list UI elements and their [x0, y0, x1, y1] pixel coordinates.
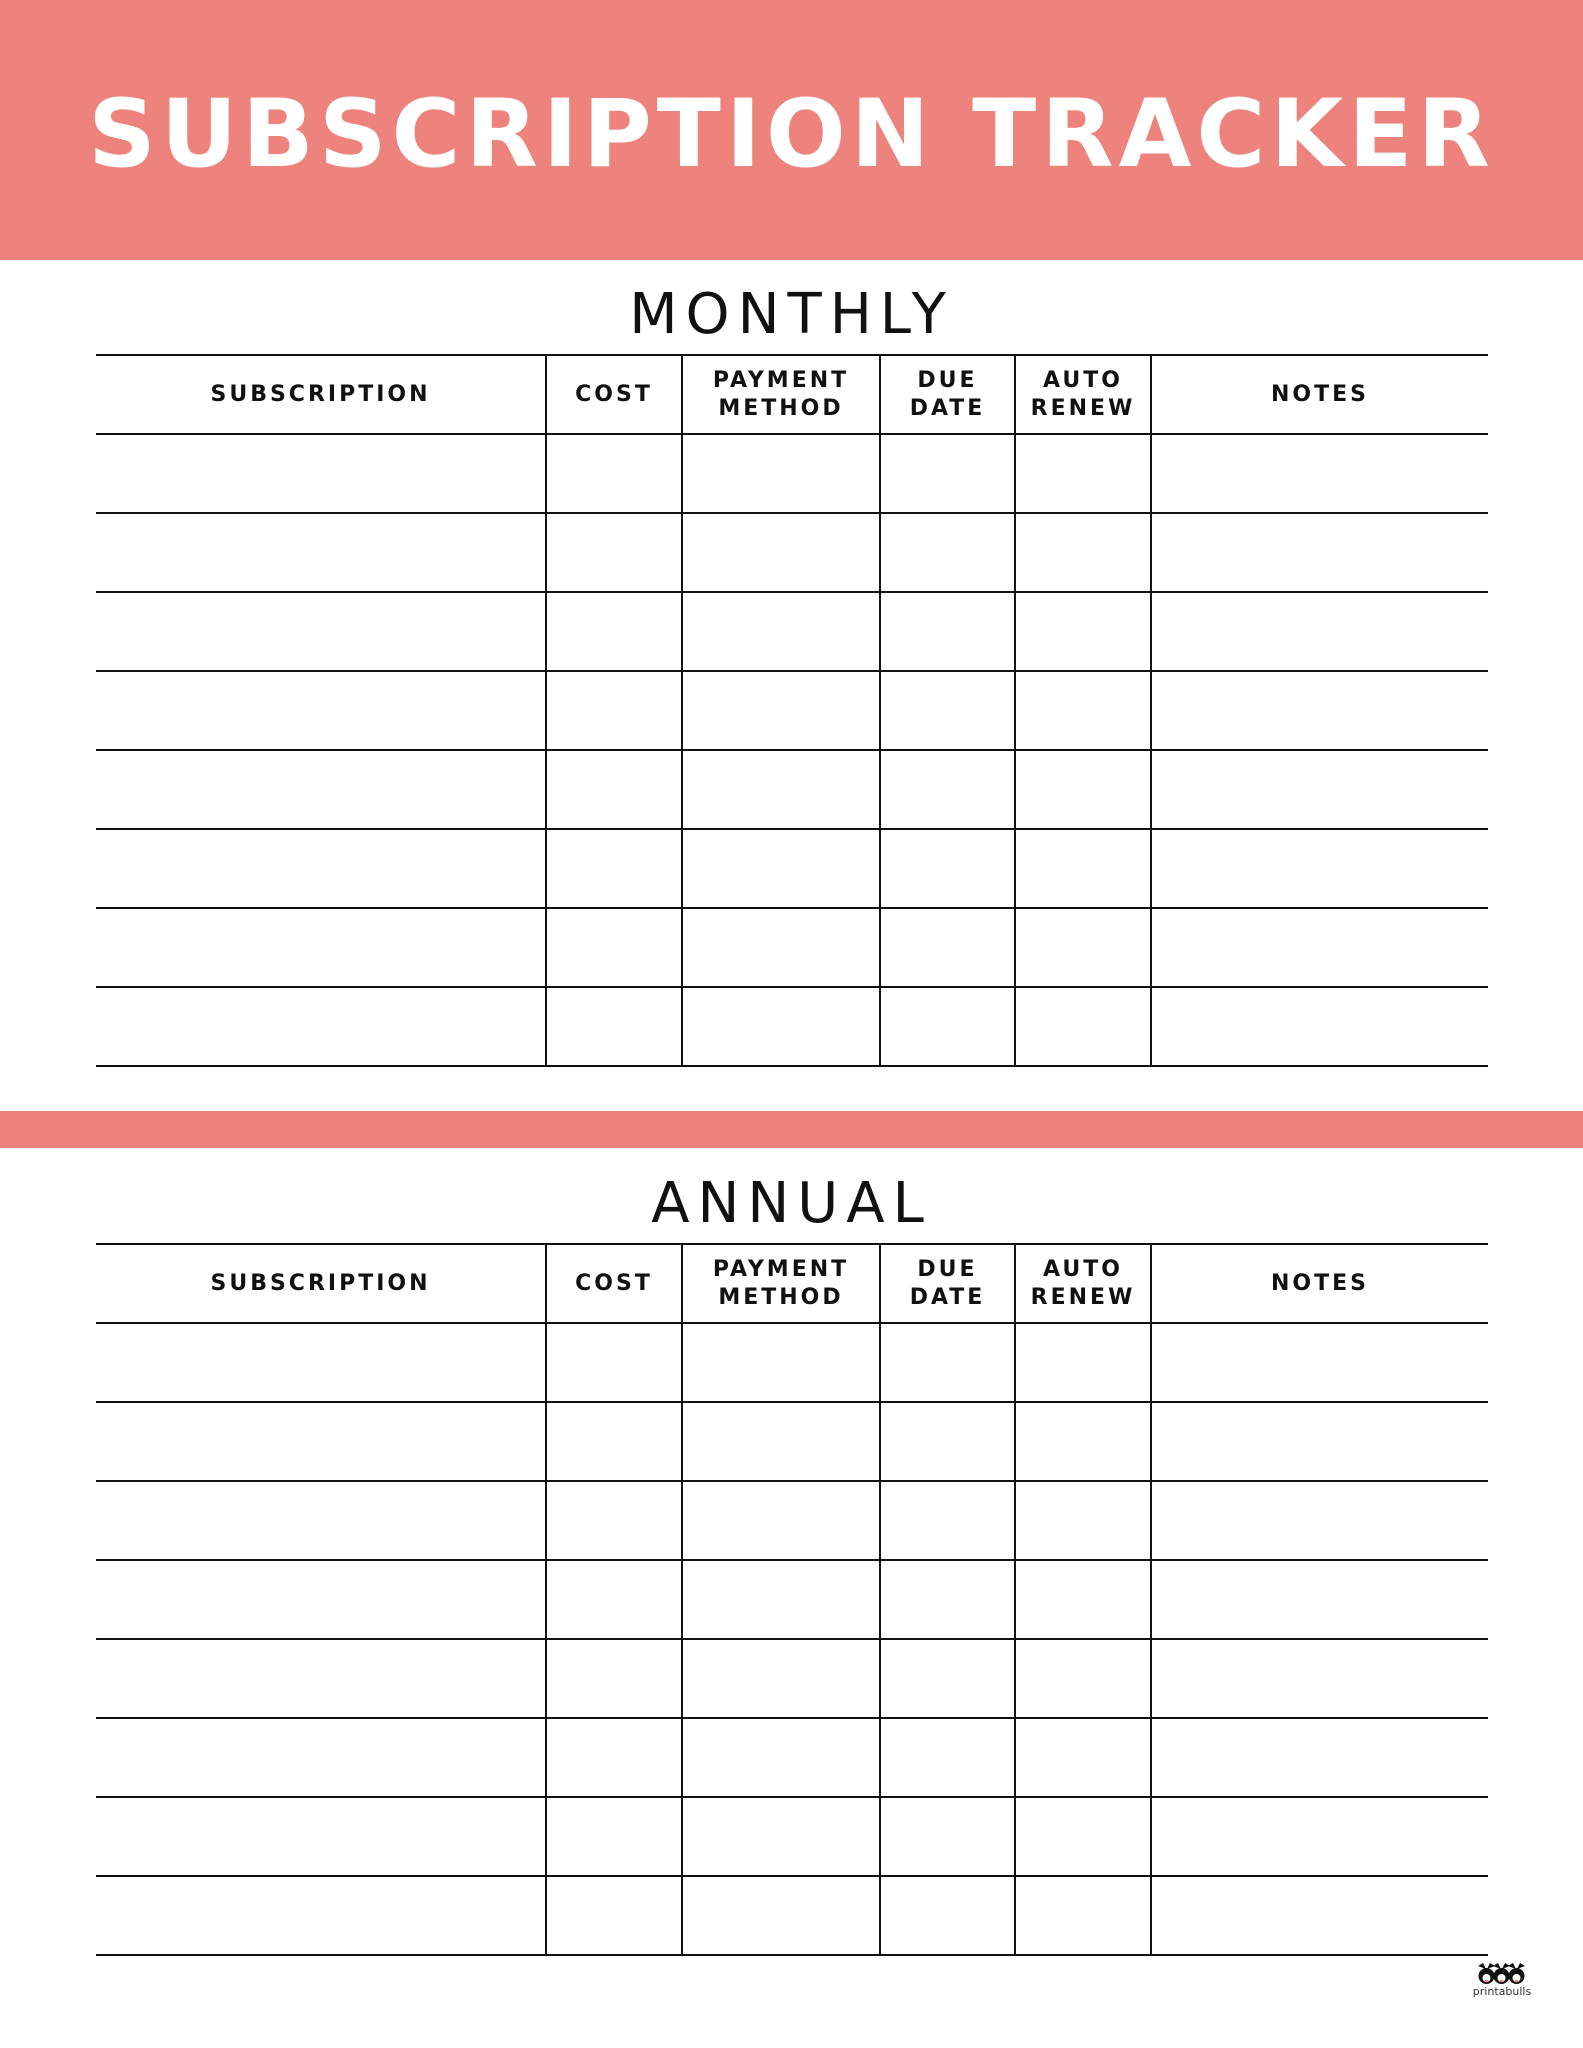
- cell-notes[interactable]: [1151, 434, 1488, 513]
- cell-due-date[interactable]: [880, 1323, 1015, 1402]
- cell-auto-renew[interactable]: [1015, 1639, 1151, 1718]
- section-title-monthly: MONTHLY: [629, 282, 954, 347]
- cell-notes[interactable]: [1151, 1639, 1488, 1718]
- table-row: [96, 987, 1488, 1066]
- section-title-annual: ANNUAL: [651, 1171, 932, 1236]
- monthly-table-body: [96, 434, 1488, 1066]
- table-row: [96, 1323, 1488, 1402]
- cell-cost[interactable]: [546, 1481, 682, 1560]
- table-header-row: [96, 355, 1488, 434]
- cell-due-date[interactable]: [880, 750, 1015, 829]
- table-row: [96, 1481, 1488, 1560]
- cell-payment-method[interactable]: [682, 1402, 880, 1481]
- cell-due-date[interactable]: [880, 1718, 1015, 1797]
- cell-notes[interactable]: [1151, 1481, 1488, 1560]
- cell-due-date[interactable]: [880, 908, 1015, 987]
- table-row: [96, 434, 1488, 513]
- cell-notes[interactable]: [1151, 592, 1488, 671]
- cell-cost[interactable]: [546, 908, 682, 987]
- cell-cost[interactable]: [546, 1797, 682, 1876]
- cell-payment-method[interactable]: [682, 750, 880, 829]
- cell-auto-renew[interactable]: [1015, 513, 1151, 592]
- cell-payment-method[interactable]: [682, 908, 880, 987]
- cell-payment-method[interactable]: [682, 434, 880, 513]
- cell-subscription[interactable]: [96, 1876, 546, 1955]
- cell-subscription[interactable]: [96, 750, 546, 829]
- column-header-auto-renew: AUTO RENEW: [1015, 1244, 1151, 1323]
- cell-payment-method[interactable]: [682, 513, 880, 592]
- cell-due-date[interactable]: [880, 1876, 1015, 1955]
- cell-cost[interactable]: [546, 1639, 682, 1718]
- table-row: [96, 1639, 1488, 1718]
- cell-due-date[interactable]: [880, 1639, 1015, 1718]
- cell-cost[interactable]: [546, 750, 682, 829]
- column-header-due-date: DUE DATE: [880, 355, 1015, 434]
- cell-subscription[interactable]: [96, 671, 546, 750]
- cell-auto-renew[interactable]: [1015, 434, 1151, 513]
- cell-notes[interactable]: [1151, 908, 1488, 987]
- cell-notes[interactable]: [1151, 671, 1488, 750]
- cell-cost[interactable]: [546, 829, 682, 908]
- cell-auto-renew[interactable]: [1015, 1797, 1151, 1876]
- cell-cost[interactable]: [546, 592, 682, 671]
- column-header-cost: COST: [546, 1244, 682, 1323]
- cell-cost[interactable]: [546, 1876, 682, 1955]
- column-header-notes: NOTES: [1151, 355, 1488, 434]
- cell-subscription[interactable]: [96, 1560, 546, 1639]
- column-header-due-date: DUE DATE: [880, 1244, 1015, 1323]
- table-row: [96, 829, 1488, 908]
- cell-subscription[interactable]: [96, 1639, 546, 1718]
- section-divider-band: [0, 1111, 1583, 1148]
- cell-auto-renew[interactable]: [1015, 750, 1151, 829]
- cell-subscription[interactable]: [96, 1402, 546, 1481]
- column-header-payment-method: PAYMENT METHOD: [682, 1244, 880, 1323]
- table-row: [96, 1797, 1488, 1876]
- cell-due-date[interactable]: [880, 434, 1015, 513]
- column-header-auto-renew: AUTO RENEW: [1015, 355, 1151, 434]
- cell-payment-method[interactable]: [682, 987, 880, 1066]
- table-header-row: [96, 1244, 1488, 1323]
- cell-cost[interactable]: [546, 1323, 682, 1402]
- cell-auto-renew[interactable]: [1015, 1876, 1151, 1955]
- cell-subscription[interactable]: [96, 1718, 546, 1797]
- cell-subscription[interactable]: [96, 592, 546, 671]
- cell-payment-method[interactable]: [682, 1560, 880, 1639]
- table-row: [96, 513, 1488, 592]
- cell-notes[interactable]: [1151, 1876, 1488, 1955]
- cell-due-date[interactable]: [880, 1797, 1015, 1876]
- cell-notes[interactable]: [1151, 1323, 1488, 1402]
- cell-auto-renew[interactable]: [1015, 1718, 1151, 1797]
- table-row: [96, 592, 1488, 671]
- cell-auto-renew[interactable]: [1015, 1323, 1151, 1402]
- monthly-table: [96, 354, 1488, 1067]
- cell-notes[interactable]: [1151, 1560, 1488, 1639]
- cell-due-date[interactable]: [880, 1402, 1015, 1481]
- cell-due-date[interactable]: [880, 1560, 1015, 1639]
- column-header-subscription: SUBSCRIPTION: [96, 355, 546, 434]
- cell-subscription[interactable]: [96, 434, 546, 513]
- cell-payment-method[interactable]: [682, 1481, 880, 1560]
- cell-notes[interactable]: [1151, 1797, 1488, 1876]
- cell-due-date[interactable]: [880, 592, 1015, 671]
- cell-auto-renew[interactable]: [1015, 592, 1151, 671]
- cell-subscription[interactable]: [96, 908, 546, 987]
- bulldog-faces-logo-icon: [1475, 1962, 1529, 1986]
- cell-payment-method[interactable]: [682, 829, 880, 908]
- brand-name: printabulls: [1472, 1985, 1532, 1998]
- table-row: [96, 1876, 1488, 1955]
- cell-auto-renew[interactable]: [1015, 987, 1151, 1066]
- cell-payment-method[interactable]: [682, 671, 880, 750]
- table-row: [96, 671, 1488, 750]
- cell-payment-method[interactable]: [682, 592, 880, 671]
- page-title: SUBSCRIPTION TRACKER: [88, 80, 1495, 189]
- cell-notes[interactable]: [1151, 750, 1488, 829]
- cell-auto-renew[interactable]: [1015, 1481, 1151, 1560]
- cell-subscription[interactable]: [96, 513, 546, 592]
- cell-payment-method[interactable]: [682, 1323, 880, 1402]
- cell-subscription[interactable]: [96, 1323, 546, 1402]
- cell-subscription[interactable]: [96, 1481, 546, 1560]
- column-header-notes: NOTES: [1151, 1244, 1488, 1323]
- cell-notes[interactable]: [1151, 1718, 1488, 1797]
- cell-due-date[interactable]: [880, 1481, 1015, 1560]
- cell-notes[interactable]: [1151, 1402, 1488, 1481]
- cell-payment-method[interactable]: [682, 1876, 880, 1955]
- cell-due-date[interactable]: [880, 671, 1015, 750]
- cell-subscription[interactable]: [96, 829, 546, 908]
- cell-auto-renew[interactable]: [1015, 908, 1151, 987]
- cell-cost[interactable]: [546, 1402, 682, 1481]
- column-header-cost: COST: [546, 355, 682, 434]
- table-row: [96, 908, 1488, 987]
- cell-subscription[interactable]: [96, 1797, 546, 1876]
- cell-cost[interactable]: [546, 434, 682, 513]
- column-header-payment-method: PAYMENT METHOD: [682, 355, 880, 434]
- cell-cost[interactable]: [546, 1560, 682, 1639]
- cell-cost[interactable]: [546, 671, 682, 750]
- cell-notes[interactable]: [1151, 987, 1488, 1066]
- cell-due-date[interactable]: [880, 513, 1015, 592]
- cell-payment-method[interactable]: [682, 1718, 880, 1797]
- table-row: [96, 750, 1488, 829]
- cell-cost[interactable]: [546, 987, 682, 1066]
- cell-auto-renew[interactable]: [1015, 1402, 1151, 1481]
- annual-table: [96, 1243, 1488, 1956]
- cell-auto-renew[interactable]: [1015, 671, 1151, 750]
- cell-notes[interactable]: [1151, 829, 1488, 908]
- table-row: [96, 1560, 1488, 1639]
- cell-due-date[interactable]: [880, 829, 1015, 908]
- cell-notes[interactable]: [1151, 513, 1488, 592]
- table-row: [96, 1402, 1488, 1481]
- table-row: [96, 1718, 1488, 1797]
- annual-table-body: [96, 1323, 1488, 1955]
- column-header-subscription: SUBSCRIPTION: [96, 1244, 546, 1323]
- cell-cost[interactable]: [546, 513, 682, 592]
- cell-auto-renew[interactable]: [1015, 829, 1151, 908]
- cell-payment-method[interactable]: [682, 1639, 880, 1718]
- cell-payment-method[interactable]: [682, 1797, 880, 1876]
- brand-logo: [1462, 1962, 1542, 2002]
- cell-cost[interactable]: [546, 1718, 682, 1797]
- cell-auto-renew[interactable]: [1015, 1560, 1151, 1639]
- cell-subscription[interactable]: [96, 987, 546, 1066]
- cell-due-date[interactable]: [880, 987, 1015, 1066]
